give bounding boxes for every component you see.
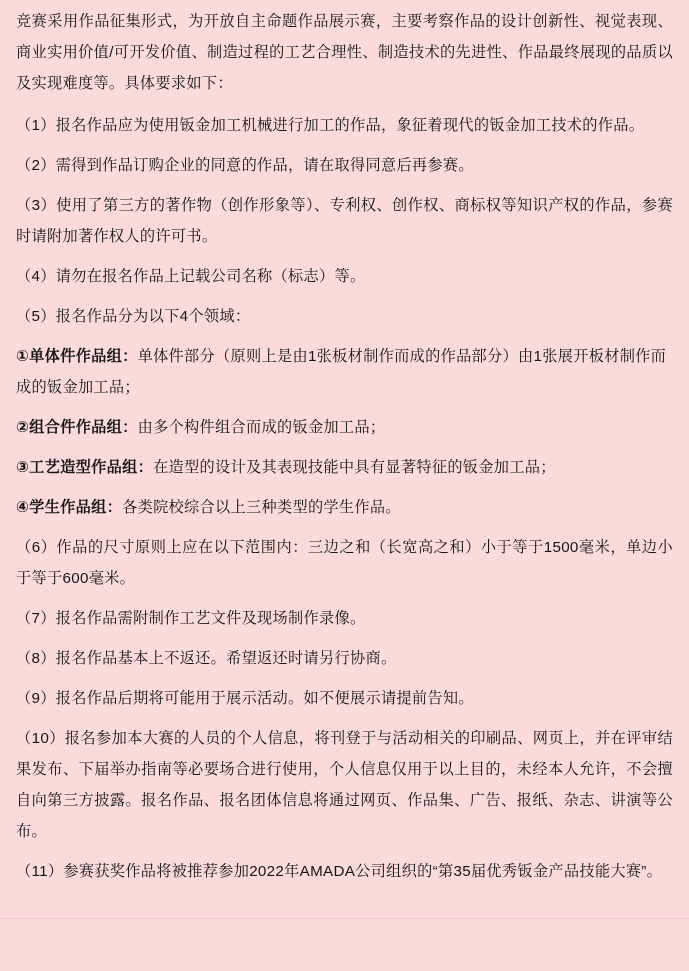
rule-item-7: （7）报名作品需附制作工艺文件及现场制作录像。	[16, 610, 366, 627]
category-assembly-head: ②组合件作品组：	[16, 419, 138, 436]
section-divider	[0, 918, 689, 919]
category-single-piece	[16, 341, 673, 403]
rule-item-11: （11）参赛获奖作品将被推荐参加2022年AMADA公司组织的“第35届优秀钣金产品技能大赛”。	[16, 863, 663, 880]
category-assembly-body: 由多个构件组合而成的钣金加工品；	[137, 419, 386, 436]
category-student	[16, 492, 673, 523]
category-student-body: 各类院校综合以上三种类型的学生作品。	[122, 499, 401, 516]
category-assembly	[16, 412, 673, 443]
category-craft-form-head: ③工艺造型作品组：	[16, 459, 154, 476]
rule-item-1: （1）报名作品应为使用钣金加工机械进行加工的作品，象征着现代的钣金加工技术的作品。	[16, 117, 645, 134]
category-craft-form-body: 在造型的设计及其表现技能中具有显著特征的钣金加工品；	[153, 459, 556, 476]
rule-item-5: （5）报名作品分为以下4个领域：	[16, 308, 251, 325]
rule-item-3: （3）使用了第三方的著作物（创作形象等）、专利权、创作权、商标权等知识产权的作品，参赛时请附加著作权人的许可书。	[16, 197, 673, 245]
rule-item-2: （2）需得到作品订购企业的同意的作品，请在取得同意后再参赛。	[16, 157, 474, 174]
category-single-piece-body: 单体件部分（原则上是由1张板材制作而成的作品部分）由1张展开板材制作而成的钣金加工品；	[16, 348, 667, 396]
category-student-head: ④学生作品组：	[16, 499, 123, 516]
rule-item-9: （9）报名作品后期将可能用于展示活动。如不便展示请提前告知。	[16, 690, 474, 707]
rule-item-10: （10）报名参加本大赛的人员的个人信息，将刊登于与活动相关的印刷品、网页上，并在评审结果发布、下届举办指南等必要场合进行使用，个人信息仅用于以上目的，未经本人允许，不会擅自向第三方披露。报名作品、报名团体信息将通过网页、作品集、广告、报纸、杂志、讲演等公布。	[16, 730, 673, 840]
category-single-piece-head: ①单体件作品组：	[16, 348, 138, 365]
intro-paragraph: 竞赛采用作品征集形式，为开放自主命题作品展示赛，主要考察作品的设计创新性、视觉表现、商业实用价值/可开发价值、制造过程的工艺合理性、制造技术的先进性、作品最终展现的品质以及实现难度等。具体要求如下：	[16, 13, 673, 92]
rule-item-6: （6）作品的尺寸原则上应在以下范围内：三边之和（长宽高之和）小于等于1500毫米，单边小于等于600毫米。	[16, 539, 673, 587]
category-craft-form	[16, 452, 673, 483]
rule-item-4: （4）请勿在报名作品上记载公司名称（标志）等。	[16, 268, 366, 285]
rule-item-8: （8）报名作品基本上不返还。希望返还时请另行协商。	[16, 650, 397, 667]
